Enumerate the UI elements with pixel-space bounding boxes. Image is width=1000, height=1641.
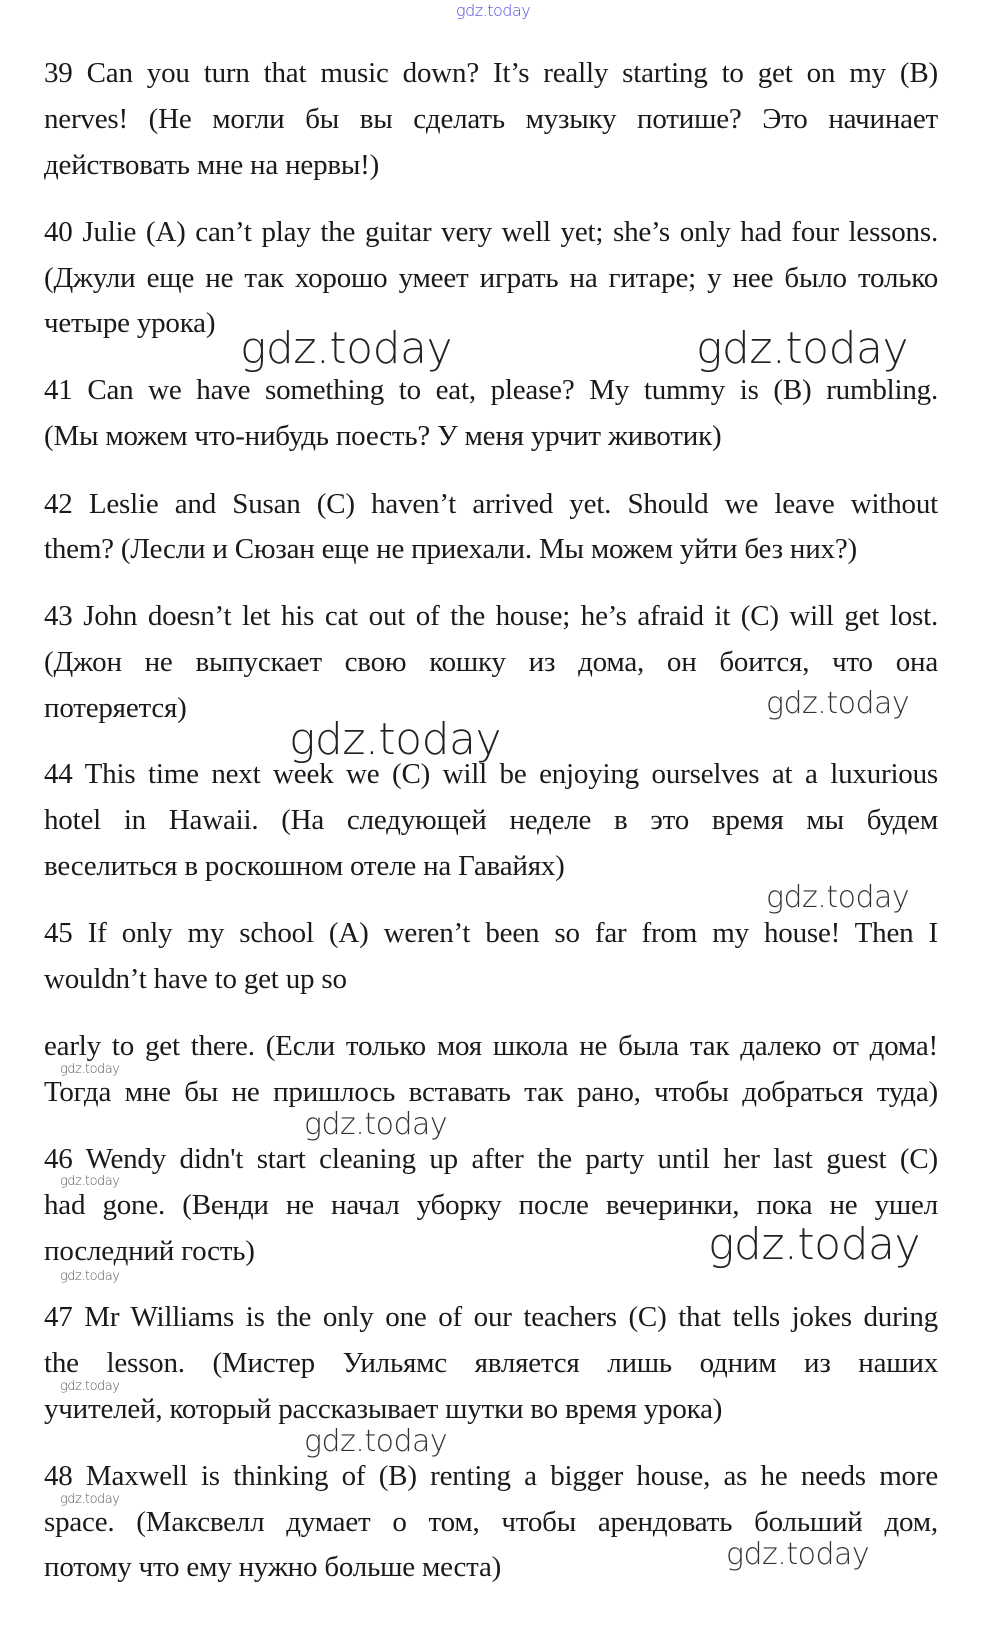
text-line: четыре урока) — [44, 307, 216, 339]
text-line: 42 Leslie and Susan (C) haven’t arrived yet. Should we leave without — [44, 488, 938, 520]
text-line: потеряется) — [44, 692, 187, 724]
text-line: 41 Can we have something to eat, please? My tummy is (B) rumbling. — [44, 374, 938, 406]
text-line: потому что ему нужно больше места) — [44, 1551, 502, 1583]
text-line: (Джон не выпускает свою кошку из дома, он боится, что она — [44, 646, 938, 678]
text-line: 48 Maxwell is thinking of (B) renting a bigger house, as he needs more — [44, 1460, 938, 1492]
watermark: gdz.today — [289, 714, 502, 765]
watermark: gdz.today — [304, 1424, 448, 1459]
watermark: gdz.today — [766, 880, 910, 915]
text-line: 43 John doesn’t let his cat out of the house; he’s afraid it (C) will get lost. — [44, 600, 938, 632]
text-line: 45 If only my school (A) weren’t been so far from my house! Then I — [44, 917, 938, 949]
text-line: early to get there. (Если только моя школа не была так далеко от дома! — [44, 1030, 938, 1062]
text-line: hotel in Hawaii. (На следующей неделе в это время мы будем — [44, 804, 938, 836]
text-line: nerves! (Не могли бы вы сделать музыку потише? Это начинает — [44, 103, 938, 135]
text-line: последний гость) — [44, 1235, 255, 1267]
watermark: gdz.today — [708, 1219, 921, 1270]
text-line: Тогда мне бы не пришлось вставать так рано, чтобы добраться туда) — [44, 1076, 938, 1108]
text-line: 47 Mr Williams is the only one of our teachers (C) that tells jokes during — [44, 1301, 938, 1333]
text-line: (Мы можем что-нибудь поесть? У меня урчит животик) — [44, 420, 722, 452]
text-line: them? (Лесли и Сюзан еще не приехали. Мы можем уйти без них?) — [44, 533, 857, 565]
watermark: gdz.today — [60, 1269, 120, 1284]
watermark: gdz.today — [60, 1379, 120, 1394]
text-line: веселиться в роскошном отеле на Гавайях) — [44, 850, 565, 882]
text-line: учителей, который рассказывает шутки во время урока) — [44, 1393, 723, 1425]
text-line: space. (Максвелл думает о том, чтобы арендовать больший дом, — [44, 1506, 938, 1538]
watermark: gdz.today — [60, 1062, 120, 1077]
text-line: wouldn’t have to get up so — [44, 963, 347, 995]
text-line: had gone. (Венди не начал уборку после вечеринки, пока не ушел — [44, 1189, 938, 1221]
watermark: gdz.today — [240, 323, 453, 374]
text-line: 46 Wendy didn't start cleaning up after the party until her last guest (C) — [44, 1143, 938, 1175]
text-line: 39 Can you turn that music down? It’s really starting to get on my (B) — [44, 57, 938, 89]
text-line: the lesson. (Мистер Уильямс является лишь одним из наших — [44, 1347, 938, 1379]
watermark: gdz.today — [60, 1492, 120, 1507]
watermark: gdz.today — [696, 323, 909, 374]
watermark: gdz.today — [766, 686, 910, 721]
text-line: действовать мне на нервы!) — [44, 149, 380, 181]
text-line: (Джули еще не так хорошо умеет играть на гитаре; у нее было только — [44, 262, 938, 294]
watermark: gdz.today — [726, 1537, 870, 1572]
watermark: gdz.today — [60, 1174, 120, 1189]
text-line: 44 This time next week we (C) will be enjoying ourselves at a luxurious — [44, 758, 938, 790]
text-line: 40 Julie (A) can’t play the guitar very well yet; she’s only had four lessons. — [44, 216, 938, 248]
watermark: gdz.today — [304, 1107, 448, 1142]
watermark: gdz.today — [456, 1, 531, 20]
